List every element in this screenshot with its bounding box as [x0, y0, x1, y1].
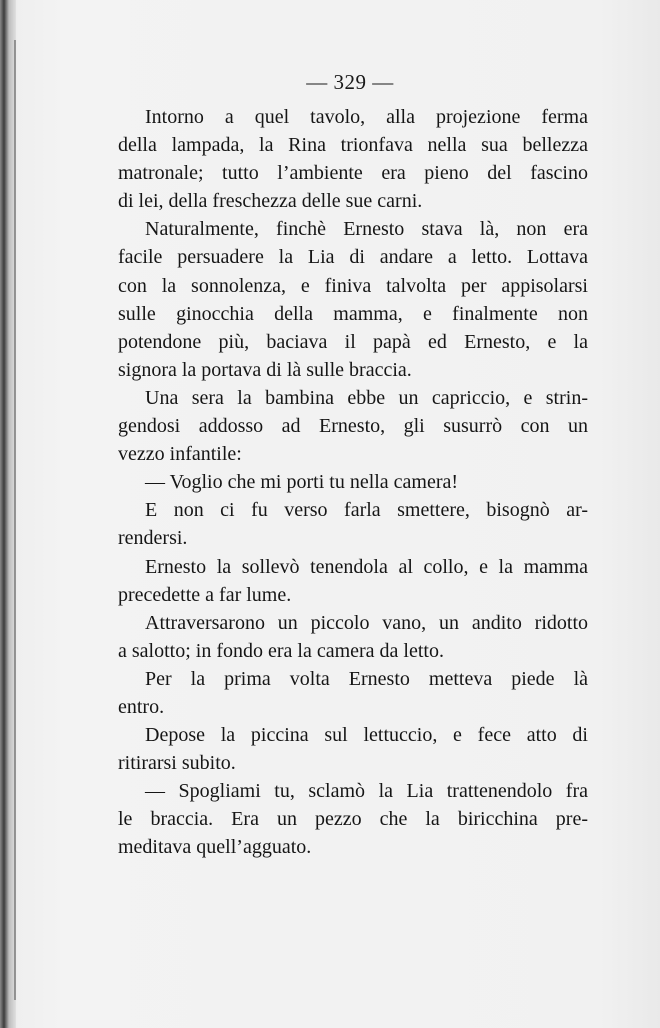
text-line: meditava quell’agguato. [118, 836, 312, 859]
text-line: E non ci fu verso farla smettere, bisognò ar- [145, 499, 588, 522]
text-line: Per la prima volta Ernesto metteva piede là [145, 667, 588, 690]
text-line: ritirarsi subito. [118, 752, 236, 775]
text-line: matronale; tutto l’ambiente era pieno del fascino [118, 162, 588, 185]
text-line: signora la portava di là sulle braccia. [118, 358, 412, 381]
text-line: della lampada, la Rina trionfava nella sua bellezza [118, 134, 588, 157]
text-line: le braccia. Era un pezzo che la biricchina pre- [118, 808, 588, 831]
text-line: Una sera la bambina ebbe un capriccio, e strin- [145, 386, 588, 409]
text-line: — Spogliami tu, sclamò la Lia trattenendolo fra [145, 780, 588, 803]
text-line: Depose la piccina sul lettuccio, e fece atto di [145, 724, 588, 747]
binding-edge [14, 40, 16, 1000]
text-line: vezzo infantile: [118, 443, 242, 466]
text-line: di lei, della freschezza delle sue carni. [118, 190, 423, 213]
text-line: Naturalmente, finchè Ernesto stava là, non era [145, 218, 588, 241]
text-line: precedette a far lume. [118, 583, 292, 606]
text-line: gendosi addosso ad Ernesto, gli susurrò con un [118, 415, 588, 438]
text-line: potendone più, baciava il papà ed Ernesto, e la [118, 330, 588, 353]
text-line: — Voglio che mi porti tu nella camera! [145, 471, 459, 494]
text-line: Ernesto la sollevò tenendola al collo, e la mamma [145, 555, 588, 578]
text-line: facile persuadere la Lia di andare a letto. Lottava [118, 246, 588, 269]
text-line: con la sonnolenza, e finiva talvolta per appisolarsi [118, 274, 588, 297]
text-line: Attraversarono un piccolo vano, un andito ridotto [145, 611, 588, 634]
text-line: rendersi. [118, 527, 188, 550]
body-text [118, 103, 588, 862]
text-line: sulle ginocchia della mamma, e finalmente non [118, 302, 588, 325]
text-line: a salotto; in fondo era la camera da letto. [118, 639, 444, 662]
page-number: — 329 — [306, 70, 394, 94]
text-line: entro. [118, 695, 165, 718]
text-line: Intorno a quel tavolo, alla projezione ferma [145, 106, 588, 128]
